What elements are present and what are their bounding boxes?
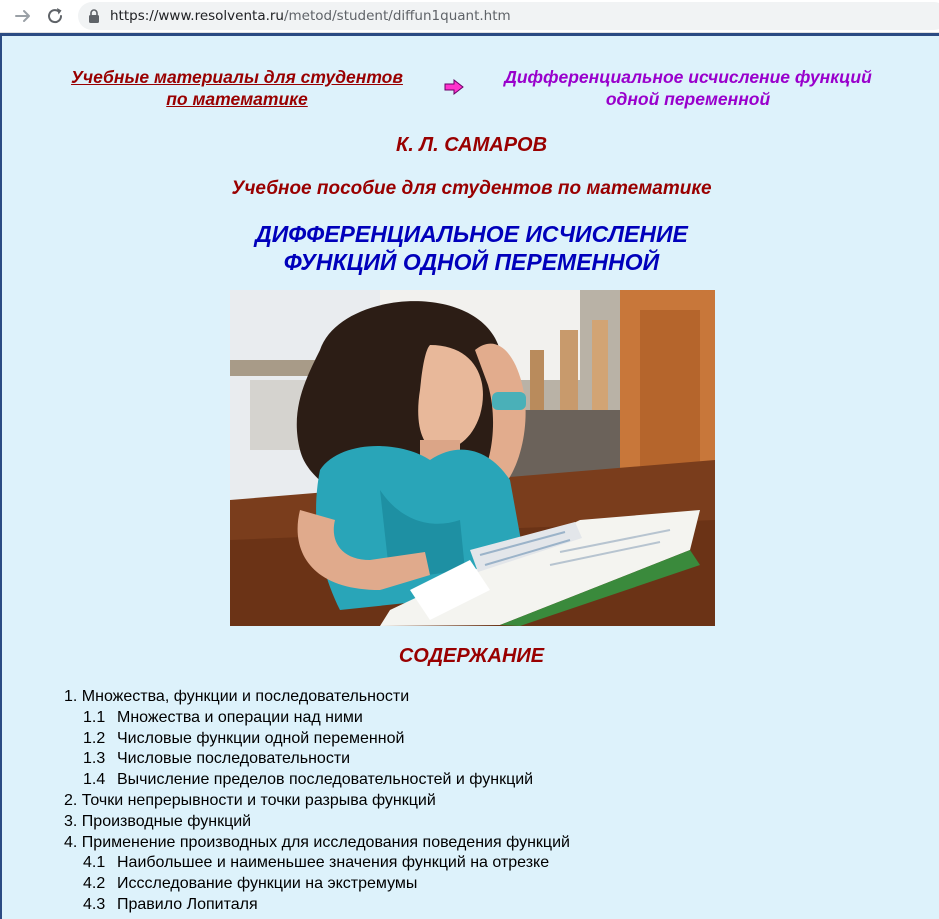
toc-item-number: 1.3 xyxy=(83,750,106,768)
url-host: https://www.resolventa.ru xyxy=(110,8,284,24)
student-materials-link[interactable] xyxy=(42,66,432,110)
toc-item-label: Производные функций xyxy=(81,812,252,830)
toc-item-label: Правило Лопиталя xyxy=(117,895,258,913)
contents-heading: СОДЕРЖАНИЕ xyxy=(398,645,545,667)
browser-toolbar xyxy=(0,0,939,33)
table-of-contents xyxy=(64,687,864,916)
toc-item-number: 2. xyxy=(64,791,78,809)
toc-item-label: Вычисление пределов последовательностей и функций xyxy=(117,771,534,789)
toc-item-label: Множества, функции и последовательности xyxy=(81,688,410,705)
toc-item-4-2[interactable] xyxy=(64,874,864,895)
current-section-label xyxy=(478,66,898,110)
url-text[interactable] xyxy=(110,8,511,24)
toc-item-label: Числовые последовательности xyxy=(117,750,351,768)
toc-item-number: 1. xyxy=(64,688,78,705)
toc-item-number: 1.2 xyxy=(83,729,106,747)
toc-item-number: 4.3 xyxy=(83,895,106,913)
page-title-line1: ДИФФЕРЕНЦИАЛЬНОЕ ИСЧИСЛЕНИЕ xyxy=(255,221,688,247)
toc-item-label: Применение производных для исследования поведения функций xyxy=(81,833,570,851)
toc-item-label: Иссследование функции на экстремумы xyxy=(117,875,418,893)
toc-item-label: Числовые функции одной переменной xyxy=(117,729,405,747)
toc-item-number: 4.2 xyxy=(83,875,106,893)
address-bar[interactable] xyxy=(78,2,939,30)
toc-item-number: 4.1 xyxy=(83,854,106,872)
page-title-line2: ФУНКЦИЙ ОДНОЙ ПЕРЕМЕННОЙ xyxy=(283,249,660,275)
toc-item-1-4[interactable] xyxy=(64,770,864,791)
page-title xyxy=(2,220,939,276)
url-path: /metod/student/diffun1quant.htm xyxy=(283,8,511,24)
toc-item-number: 4. xyxy=(64,833,78,851)
toc-item-1-1[interactable] xyxy=(64,708,864,729)
toc-item-1-2[interactable] xyxy=(64,729,864,750)
page-content xyxy=(0,33,939,919)
page-subtitle: Учебное пособие для студентов по математике xyxy=(231,178,712,199)
toc-item-4-3[interactable] xyxy=(64,895,864,916)
lock-icon[interactable] xyxy=(88,9,100,23)
forward-arrow-icon[interactable] xyxy=(12,5,34,27)
toc-item-number: 1.4 xyxy=(83,771,106,789)
toc-item-1-3[interactable] xyxy=(64,749,864,770)
toc-item-3[interactable] xyxy=(64,812,864,833)
student-materials-link-line1: Учебные материалы для студентов xyxy=(71,67,403,87)
right-arrow-icon xyxy=(444,79,464,95)
current-section-line2: одной переменной xyxy=(605,89,771,109)
toc-item-number: 1.1 xyxy=(83,708,106,726)
toc-item-2[interactable] xyxy=(64,791,864,812)
toc-item-label: Точки непрерывности и точки разрыва функций xyxy=(81,791,436,809)
toc-item-label: Множества и операции над ними xyxy=(117,708,363,726)
author-name: К. Л. САМАРОВ xyxy=(395,134,548,156)
toc-item-4[interactable] xyxy=(64,833,864,854)
current-section-line1: Дифференциальное исчисление функций xyxy=(504,67,872,87)
toc-item-1[interactable] xyxy=(64,687,864,708)
reload-icon[interactable] xyxy=(44,5,66,27)
toc-item-4-1[interactable] xyxy=(64,853,864,874)
student-materials-link-line2: по математике xyxy=(166,89,308,109)
student-reading-photo xyxy=(230,290,715,626)
toc-item-number: 3. xyxy=(64,812,78,830)
toc-item-label: Наибольшее и наименьшее значения функций на отрезке xyxy=(117,854,550,872)
